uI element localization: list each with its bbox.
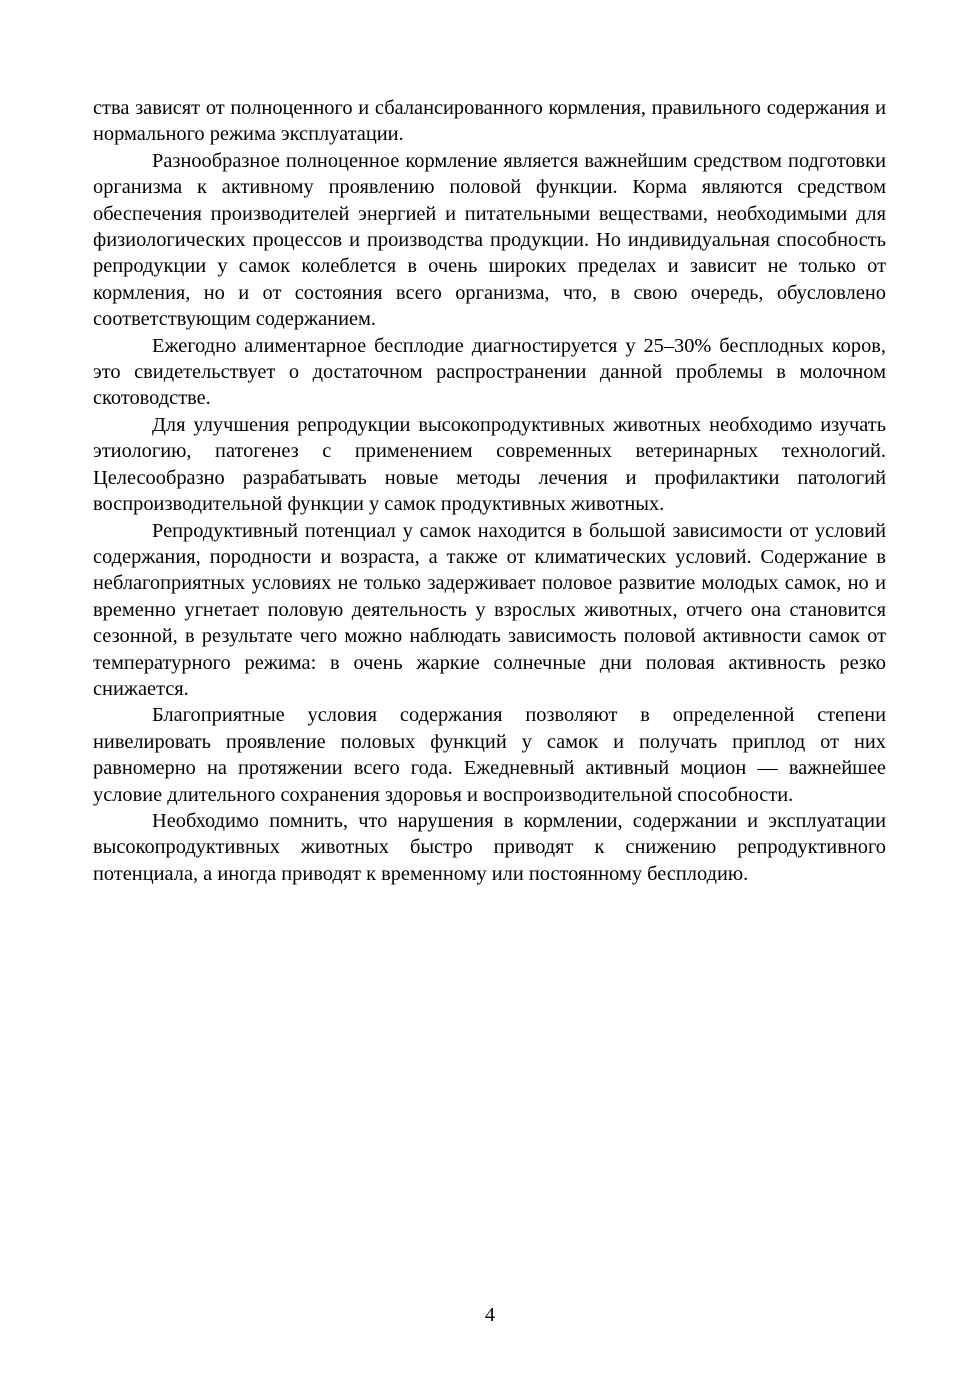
paragraph-feeding: Разнообразное полноценное кормление является важнейшим средством подготовки организма к активному проявлению половой функции. Корма являются средством обеспечения производителей энергией и питательными веществами, необходимыми для физиологических процессов и производства продукции. Но индивидуальная способность репродукции у самок колеблется в очень широких пределах и зависит не только от кормления, но и от состояния всего организма, что, в свою очередь, обусловлено соответствующим содержанием.	[93, 149, 886, 331]
paragraph-reproductive-potential: Репродуктивный потенциал у самок находится в большой зависимости от условий содержания, породности и возраста, а также от климатических условий. Содержание в неблагоприятных условиях не только задерживает половое развитие молодых самок, но и временно угнетает половую деятельность у взрослых животных, отчего она становится сезонной, в результате чего можно наблюдать зависимость половой активности самок от температурного режима: в очень жаркие солнечные дни половая активность резко снижается.	[93, 519, 886, 700]
paragraph-reproduction-improvement: Для улучшения репродукции высокопродуктивных животных необходимо изучать этиологию, патогенез с применением современных ветеринарных технологий. Целесообразно разрабатывать новые методы лечения и профилактики патологий воспроизводительной функции у самок продуктивных животных.	[93, 413, 886, 516]
page-number: 4	[484, 1304, 496, 1326]
paragraph-favorable-conditions: Благоприятные условия содержания позволяют в определенной степени нивелировать проявление половых функций у самок и получать приплод от них равномерно на протяжении всего года. Ежедневный активный моцион — важнейшее условие длительного сохранения здоровья и воспроизводительной способности.	[93, 704, 886, 806]
page-body-text	[93, 95, 886, 887]
paragraph-continuation: ства зависят от полноценного и сбалансированного кормления, правильного содержания и нормального режима эксплуатации.	[93, 97, 886, 146]
paragraph-conclusion: Необходимо помнить, что нарушения в кормлении, содержании и эксплуатации высокопродуктивных животных быстро приводят к снижению репродуктивного потенциала, а иногда приводят к временному или постоянному бесплодию.	[93, 809, 886, 885]
paragraph-alimentary-infertility: Ежегодно алиментарное бесплодие диагностируется у 25–30% бесплодных коров, это свидетельствует о достаточном распространении данной проблемы в молочном скотоводстве.	[93, 334, 886, 410]
